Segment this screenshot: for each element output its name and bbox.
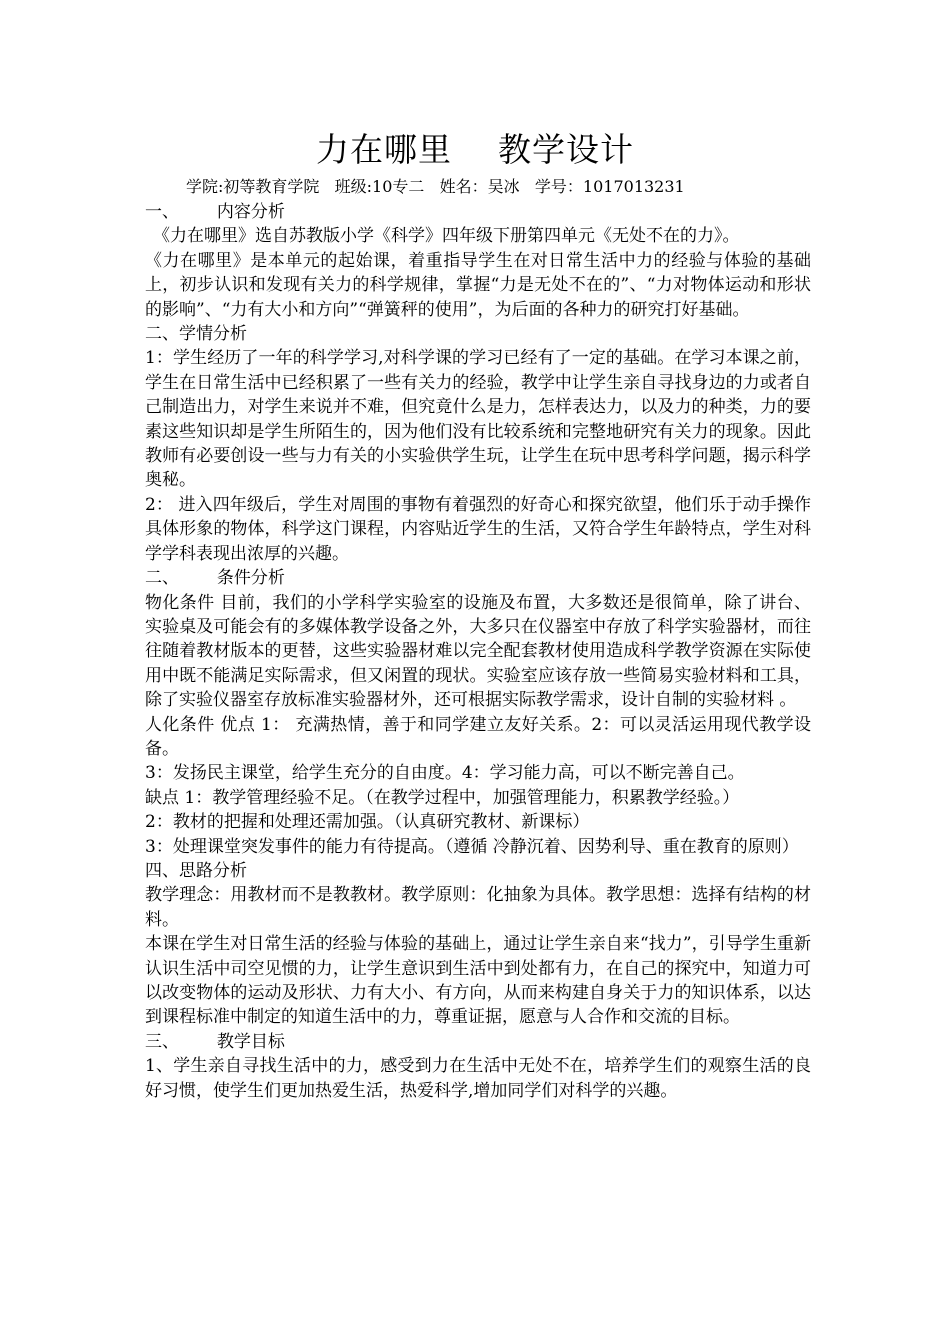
paragraph: 1、学生亲自寻找生活中的力，感受到力在生活中无处不在，培养学生们的观察生活的良好习惯，使学生们更加热爱生活，热爱科学,增加同学们对科学的兴趣。	[145, 1056, 811, 1101]
section-heading-approach-analysis: 四、思路分析	[145, 860, 247, 881]
paragraph: 3：发扬民主课堂，给学生充分的自由度。4：学习能力高，可以不断完善自己。	[145, 763, 745, 784]
paragraph: 2： 进入四年级后，学生对周围的事物有着强烈的好奇心和探究欲望，他们乐于动手操作具体形象的物体，科学这门课程，内容贴近学生的生活，又符合学生年龄特点，学生对科学学科表现出浓厚的兴趣。	[145, 494, 811, 564]
paragraph: 《力在哪里》是本单元的起始课，着重指导学生在对日常生活中力的经验与体验的基础上，初步认识和发现有关力的科学规律，掌握“力是无处不在的”、“力对物体运动和形状的影响”、“力有大小和方向”“弹簧秤的使用”，为后面的各种力的研究打好基础。	[145, 250, 811, 320]
title-main: 力在哪里	[316, 130, 453, 169]
paragraph: 物化条件 目前，我们的小学科学实验室的设施及布置，大多数还是很简单，除了讲台、实验桌及可能会有的多媒体教学设备之外，大多只在仪器室中存放了科学实验器材，而往往随着教材版本的更替，这些实验器材难以完全配套教材使用造成科学教学资源在实际使用中既不能满足实际需求，但又闲置的现状。实验室应该存放一些简易实验材料和工具，除了实验仪器室存放标准实验器材外，还可根据实际教学需求，设计自制的实验材料 。	[145, 592, 811, 711]
paragraph: 教学理念：用教材而不是教教材。教学原则：化抽象为具体。教学思想：选择有结构的材料。	[145, 885, 811, 930]
section-heading-learner-analysis: 二、学情分析	[145, 324, 247, 345]
section-heading-content-analysis: 一、 内容分析	[145, 202, 285, 222]
paragraph: 本课在学生对日常生活的经验与体验的基础上，通过让学生亲自来“找力”，引导学生重新认识生活中司空见惯的力，让学生意识到生活中到处都有力，在自己的探究中，知道力可以改变物体的运动及形状、力有大小、有方向，从而来构建自身关于力的知识体系，以达到课程标准中制定的知道生活中的力，尊重证据，愿意与人合作和交流的目标。	[145, 934, 811, 1028]
paragraph: 缺点 1：教学管理经验不足。（在教学过程中，加强管理能力，积累教学经验。）	[145, 787, 740, 808]
paragraph: 《力在哪里》选自苏教版小学《科学》四年级下册第四单元《无处不在的力》。	[153, 226, 740, 247]
document-body	[145, 200, 811, 1103]
author-info-line: 学院:初等教育学院 班级:10专二 姓名：吴冰 学号：1017013231	[186, 177, 685, 196]
paragraph: 1：学生经历了一年的科学学习,对科学课的学习已经有了一定的基础。在学习本课之前，学生在日常生活中已经积累了一些有关力的经验，教学中让学生亲自寻找身边的力或者自己制造出力，对学生来说并不难，但究竟什么是力，怎样表达力，以及力的种类，力的要素这些知识却是学生所陌生的，因为他们没有比较系统和完整地研究有关力的现象。因此教师有必要创设一些与力有关的小实验供学生玩，让学生在玩中思考科学问题，揭示科学奥秘。	[145, 348, 811, 491]
document-title	[0, 128, 950, 172]
section-heading-condition-analysis: 二、 条件分析	[145, 568, 285, 589]
paragraph: 2：教材的把握和处理还需加强。（认真研究教材、新课标）	[145, 812, 590, 833]
section-heading-teaching-goals: 三、 教学目标	[145, 1031, 285, 1052]
paragraph: 人化条件 优点 1： 充满热情，善于和同学建立友好关系。2：可以灵活运用现代教学设备。	[145, 714, 811, 759]
title-sub: 教学设计	[497, 130, 634, 169]
paragraph: 3：处理课堂突发事件的能力有待提高。（遵循 冷静沉着、因势利导、重在教育的原则）	[145, 836, 799, 857]
